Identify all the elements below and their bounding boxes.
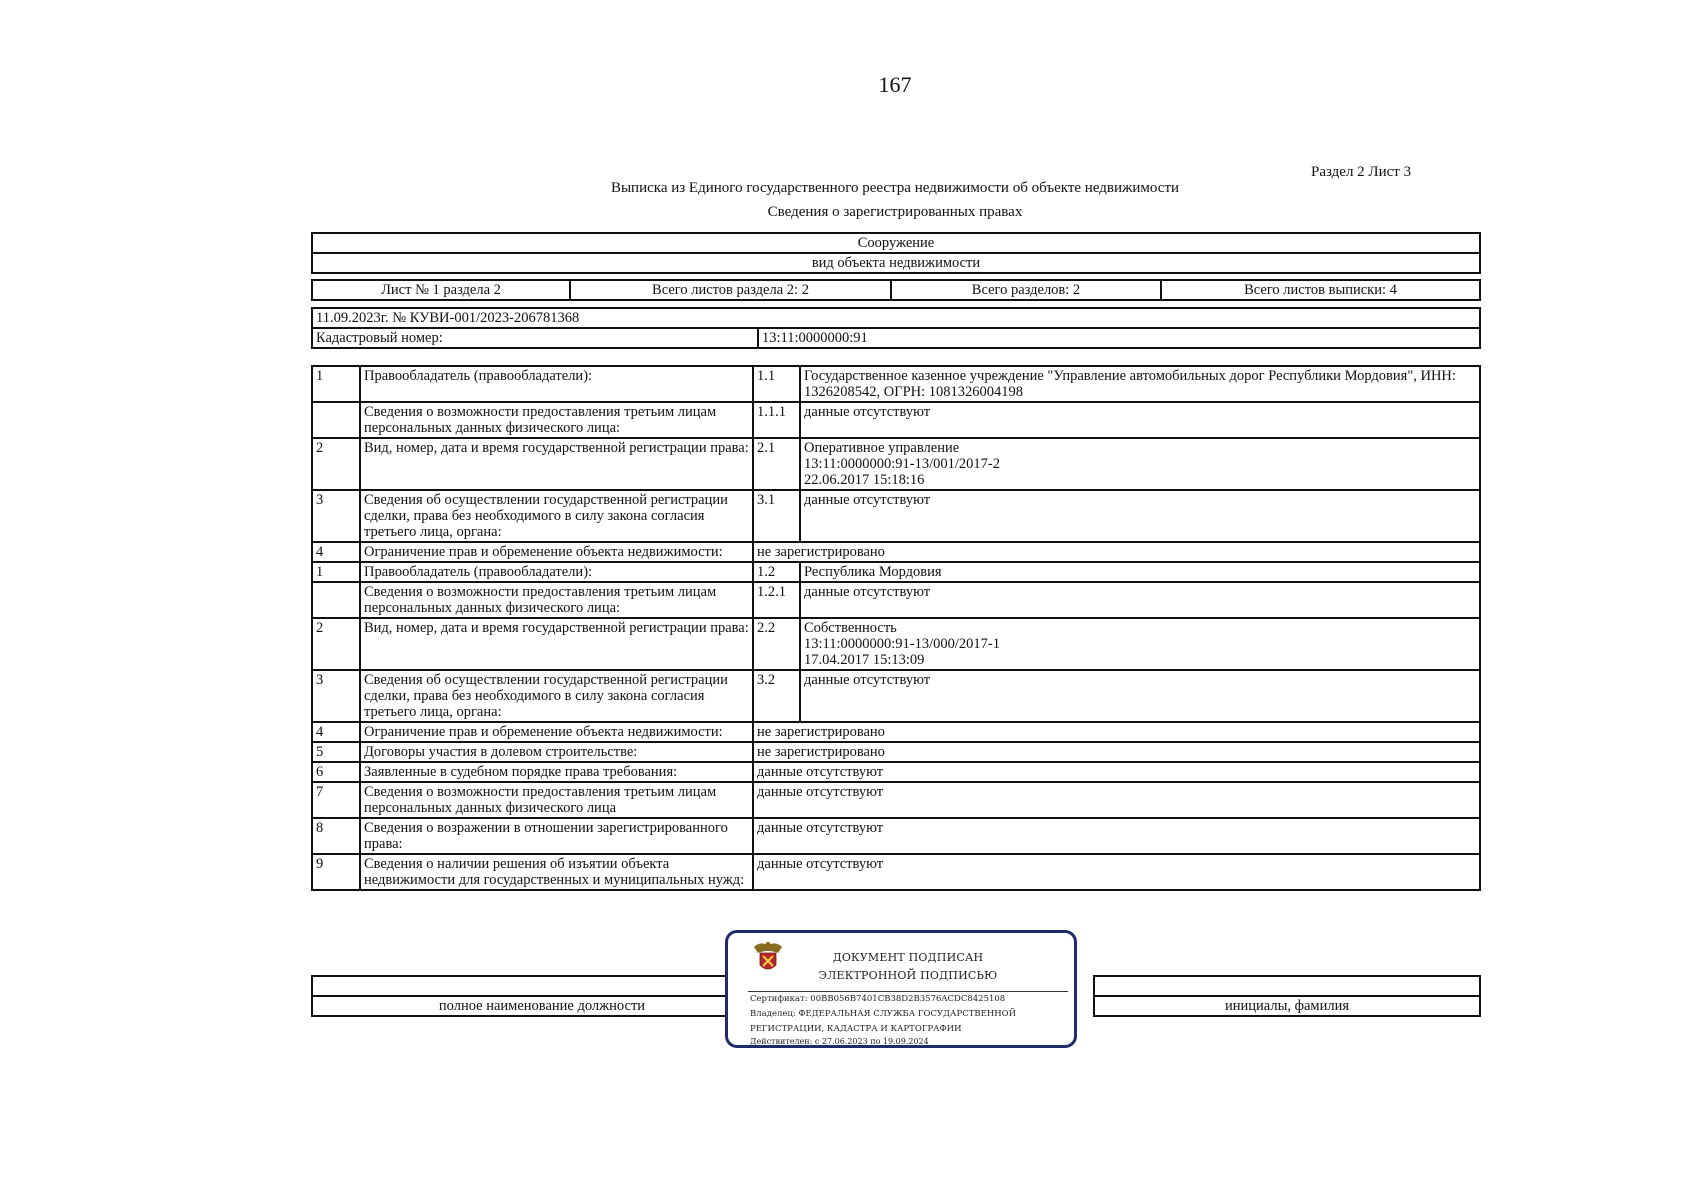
row-value: данные отсутствуют xyxy=(800,490,1480,542)
rights-row xyxy=(312,562,1480,582)
name-caption: инициалы, фамилия xyxy=(1094,996,1480,1016)
row-value: данные отсутствуют xyxy=(753,818,1480,854)
stamp-owner-line-1: Владелец: ФЕДЕРАЛЬНАЯ СЛУЖБА ГОСУДАРСТВЕННОЙ xyxy=(750,1009,1017,1019)
stamp-line-1: ДОКУМЕНТ ПОДПИСАН xyxy=(832,951,984,964)
row-value: Государственное казенное учреждение "Управление автомобильных дорог Республики Мордовия", ИНН: 1326208542, ОГРН: 1081326004198 xyxy=(800,366,1480,402)
sheet-number: Лист № 1 раздела 2 xyxy=(312,280,570,300)
row-number: 4 xyxy=(312,722,360,742)
row-label: Заявленные в судебном порядке права требования: xyxy=(360,762,753,782)
row-number: 3 xyxy=(312,670,360,722)
row-code: 3.2 xyxy=(753,670,800,722)
row-code: 2.1 xyxy=(753,438,800,490)
rights-row xyxy=(312,854,1480,890)
row-number: 2 xyxy=(312,618,360,670)
stamp-validity: Действителен: с 27.06.2023 по 19.09.2024 xyxy=(750,1037,929,1046)
rights-row xyxy=(312,438,1480,490)
cadastral-label: Кадастровый номер: xyxy=(312,328,758,348)
row-number xyxy=(312,582,360,618)
document-title: Выписка из Единого государственного реестра недвижимости об объекте недвижимости xyxy=(610,180,1180,196)
rights-row xyxy=(312,670,1480,722)
rights-row xyxy=(312,742,1480,762)
row-number xyxy=(312,402,360,438)
object-name: Сооружение xyxy=(312,233,1480,253)
stamp-owner-line-2: РЕГИСТРАЦИИ, КАДАСТРА И КАРТОГРАФИИ xyxy=(750,1024,962,1034)
row-label: Сведения о возможности предоставления третьим лицам персональных данных физического лица: xyxy=(360,582,753,618)
object-type-table xyxy=(311,232,1481,274)
row-label: Вид, номер, дата и время государственной регистрации права: xyxy=(360,438,753,490)
rights-row xyxy=(312,490,1480,542)
sheets-info-table xyxy=(311,279,1481,301)
row-value: данные отсутствуют xyxy=(800,582,1480,618)
stamp-divider xyxy=(748,991,1068,992)
row-value: данные отсутствуют xyxy=(753,854,1480,890)
row-value: Республика Мордовия xyxy=(800,562,1480,582)
row-value: не зарегистрировано xyxy=(753,542,1480,562)
row-number: 4 xyxy=(312,542,360,562)
row-code: 1.1 xyxy=(753,366,800,402)
row-number: 2 xyxy=(312,438,360,490)
row-label: Сведения о возможности предоставления третьим лицам персональных данных физического лица xyxy=(360,782,753,818)
row-label: Правообладатель (правообладатели): xyxy=(360,366,753,402)
rights-row xyxy=(312,542,1480,562)
row-code: 1.2 xyxy=(753,562,800,582)
position-line xyxy=(312,976,772,996)
row-code: 1.1.1 xyxy=(753,402,800,438)
row-value: данные отсутствуют xyxy=(800,670,1480,722)
rights-row xyxy=(312,762,1480,782)
row-label: Ограничение прав и обременение объекта недвижимости: xyxy=(360,722,753,742)
row-code: 3.1 xyxy=(753,490,800,542)
position-caption: полное наименование должности xyxy=(312,996,772,1016)
stamp-line-2: ЭЛЕКТРОННОЙ ПОДПИСЬЮ xyxy=(818,969,998,982)
extract-date-number: 11.09.2023г. № КУВИ-001/2023-206781368 xyxy=(312,308,1480,328)
rights-row xyxy=(312,582,1480,618)
name-line xyxy=(1094,976,1480,996)
total-section-sheets: Всего листов раздела 2: 2 xyxy=(570,280,891,300)
row-label: Сведения об осуществлении государственной регистрации сделки, права без необходимого в силу закона согласия третьего лица, органа: xyxy=(360,490,753,542)
row-value: данные отсутствуют xyxy=(753,782,1480,818)
total-extract-sheets: Всего листов выписки: 4 xyxy=(1161,280,1480,300)
row-label: Правообладатель (правообладатели): xyxy=(360,562,753,582)
row-number: 7 xyxy=(312,782,360,818)
row-number: 3 xyxy=(312,490,360,542)
page-number: 167 xyxy=(878,72,912,97)
rights-row xyxy=(312,618,1480,670)
row-number: 1 xyxy=(312,366,360,402)
row-value: Оперативное управление 13:11:0000000:91-13/001/2017-2 22.06.2017 15:18:16 xyxy=(800,438,1480,490)
object-caption: вид объекта недвижимости xyxy=(312,253,1480,273)
row-number: 6 xyxy=(312,762,360,782)
electronic-signature-stamp xyxy=(725,930,1077,1048)
rights-table xyxy=(311,365,1481,891)
rights-row xyxy=(312,782,1480,818)
row-label: Сведения о наличии решения об изъятии объекта недвижимости для государственных и муниципальных нужд: xyxy=(360,854,753,890)
row-label: Договоры участия в долевом строительстве: xyxy=(360,742,753,762)
rights-row xyxy=(312,366,1480,402)
rights-row xyxy=(312,818,1480,854)
row-value: Собственность 13:11:0000000:91-13/000/2017-1 17.04.2017 15:13:09 xyxy=(800,618,1480,670)
row-number: 5 xyxy=(312,742,360,762)
row-value: не зарегистрировано xyxy=(753,742,1480,762)
row-code: 2.2 xyxy=(753,618,800,670)
row-code: 1.2.1 xyxy=(753,582,800,618)
rights-row xyxy=(312,722,1480,742)
total-sections: Всего разделов: 2 xyxy=(891,280,1161,300)
row-number: 8 xyxy=(312,818,360,854)
row-value: не зарегистрировано xyxy=(753,722,1480,742)
row-value: данные отсутствуют xyxy=(800,402,1480,438)
section-sheet-label: Раздел 2 Лист 3 xyxy=(1311,164,1412,180)
row-label: Сведения о возможности предоставления третьим лицам персональных данных физического лица: xyxy=(360,402,753,438)
extract-header-table xyxy=(311,307,1481,349)
row-number: 1 xyxy=(312,562,360,582)
row-label: Вид, номер, дата и время государственной регистрации права: xyxy=(360,618,753,670)
rights-row xyxy=(312,402,1480,438)
row-value: данные отсутствуют xyxy=(753,762,1480,782)
row-label: Сведения о возражении в отношении зарегистрированного права: xyxy=(360,818,753,854)
cadastral-number: 13:11:0000000:91 xyxy=(758,328,1480,348)
stamp-certificate: Сертификат: 00BB056B7401CB38D2B3576ACDC8425108 xyxy=(750,994,1006,1004)
row-number: 9 xyxy=(312,854,360,890)
document-subtitle: Сведения о зарегистрированных правах xyxy=(767,204,1023,220)
row-label: Сведения об осуществлении государственной регистрации сделки, права без необходимого в силу закона согласия третьего лица, органа: xyxy=(360,670,753,722)
row-label: Ограничение прав и обременение объекта недвижимости: xyxy=(360,542,753,562)
